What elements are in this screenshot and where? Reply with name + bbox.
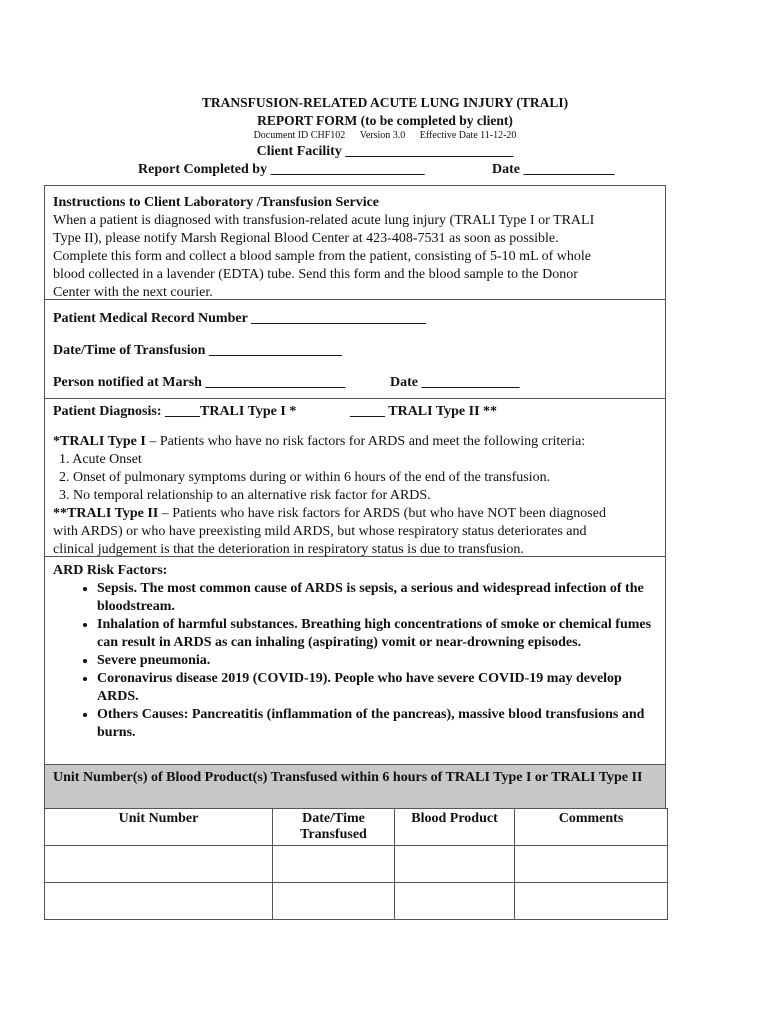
person-notified-date-field[interactable]: Date ______________: [390, 375, 520, 390]
report-date-field[interactable]: Date _____________: [492, 162, 615, 177]
trali-type2-checkbox[interactable]: _____ TRALI Type II **: [350, 404, 498, 419]
trali-type1-checkbox[interactable]: Patient Diagnosis: _____TRALI Type I *: [53, 404, 297, 419]
unit-table: [44, 808, 668, 920]
unit-number-cell[interactable]: [45, 846, 273, 883]
risk-factor-item: • Severe pneumonia.: [97, 652, 657, 670]
risk-factor-item: • Others Causes: Pancreatitis (inflammation of the pancreas), massive blood transfusions and burns.: [97, 706, 657, 742]
table-row: [45, 883, 668, 920]
criteria-item: 2. Onset of pulmonary symptoms during or within 6 hours of the end of the transfusion.: [59, 470, 551, 485]
unit-table-header: [45, 809, 668, 846]
instructions-line: When a patient is diagnosed with transfusion-related acute lung injury (TRALI Type I or TRALI: [53, 213, 595, 228]
comments-cell[interactable]: [515, 883, 668, 920]
trali-type2-text: clinical judgement is that the deterioration in respiratory status is due to transfusion.: [53, 542, 524, 557]
risk-factors-list: [53, 580, 657, 742]
trali-type2-definition: [53, 505, 657, 523]
document-meta: [0, 130, 770, 141]
column-header: Unit Number: [45, 809, 273, 846]
client-facility-field[interactable]: Client Facility ________________________: [256, 144, 514, 159]
trali-type1-definition: [53, 433, 657, 451]
blood-product-cell[interactable]: [395, 883, 515, 920]
risk-factor-item: • Sepsis. The most common cause of ARDS is sepsis, a serious and widespread infection of the bloodstream.: [97, 580, 657, 616]
trali-type2-text: with ARDS) or who have preexisting mild ARDS, but whose respiratory status deteriorates and: [53, 524, 587, 539]
date-time-cell[interactable]: [273, 846, 395, 883]
date-time-cell[interactable]: [273, 883, 395, 920]
risk-factor-item: • Inhalation of harmful substances. Breathing high concentrations of smoke or chemical fumes can result in ARDS as can inhaling (aspirating) vomit or near-drowning episodes.: [97, 616, 657, 652]
instructions-section: [44, 185, 666, 299]
document-version: Version 3.0: [359, 130, 406, 141]
instructions-line: Complete this form and collect a blood sample from the patient, consisting of 5-10 mL of whole: [53, 249, 591, 264]
criteria-item: 1. Acute Onset: [59, 452, 142, 467]
comments-cell[interactable]: [515, 846, 668, 883]
trali-type1-label: *TRALI Type I: [53, 434, 146, 449]
report-completed-row: [138, 162, 615, 178]
risk-factors-heading: ARD Risk Factors:: [53, 563, 168, 578]
instructions-line: Type II), please notify Marsh Regional Blood Center at 423-408-7531 as soon as possible.: [53, 231, 559, 246]
risk-factor-item: • Coronavirus disease 2019 (COVID-19). People who have severe COVID-19 may develop ARDS.: [97, 670, 657, 706]
form-title: TRANSFUSION-RELATED ACUTE LUNG INJURY (TRALI): [201, 95, 569, 110]
trali-type1-text: – Patients who have no risk factors for ARDS and meet the following criteria:: [145, 434, 586, 449]
blood-product-cell[interactable]: [395, 846, 515, 883]
report-completed-field[interactable]: Report Completed by ______________________: [138, 162, 425, 177]
table-row: [45, 846, 668, 883]
trali-type2-label: **TRALI Type II: [53, 506, 159, 521]
medical-record-number-field[interactable]: Patient Medical Record Number _________________________: [53, 311, 427, 326]
person-notified-field[interactable]: Person notified at Marsh ____________________: [53, 375, 346, 390]
effective-date: Effective Date 11-12-20: [419, 130, 517, 141]
column-header: Blood Product: [395, 809, 515, 846]
document-id: Document ID CHF102: [253, 130, 346, 141]
form-subtitle: REPORT FORM (to be completed by client): [257, 113, 513, 128]
criteria-item: 3. No temporal relationship to an alternative risk factor for ARDS.: [59, 488, 431, 503]
unit-number-cell[interactable]: [45, 883, 273, 920]
column-header: Date/Time Transfused: [273, 809, 395, 846]
diagnosis-section: [44, 398, 666, 556]
transfusion-datetime-field[interactable]: Date/Time of Transfusion ___________________: [53, 343, 342, 358]
column-header: Comments: [515, 809, 668, 846]
unit-numbers-heading: Unit Number(s) of Blood Product(s) Transfused within 6 hours of TRALI Type I or TRALI Type II: [44, 764, 666, 808]
instructions-heading: Instructions to Client Laboratory /Transfusion Service: [53, 195, 380, 210]
patient-info-section: [44, 299, 666, 398]
instructions-line: blood collected in a lavender (EDTA) tube. Send this form and the blood sample to the Donor: [53, 267, 578, 282]
instructions-line: Center with the next courier.: [53, 285, 213, 300]
risk-factors-section: [44, 556, 666, 764]
trali-type2-text: – Patients who have risk factors for ARDS (but who have NOT been diagnosed: [158, 506, 606, 521]
